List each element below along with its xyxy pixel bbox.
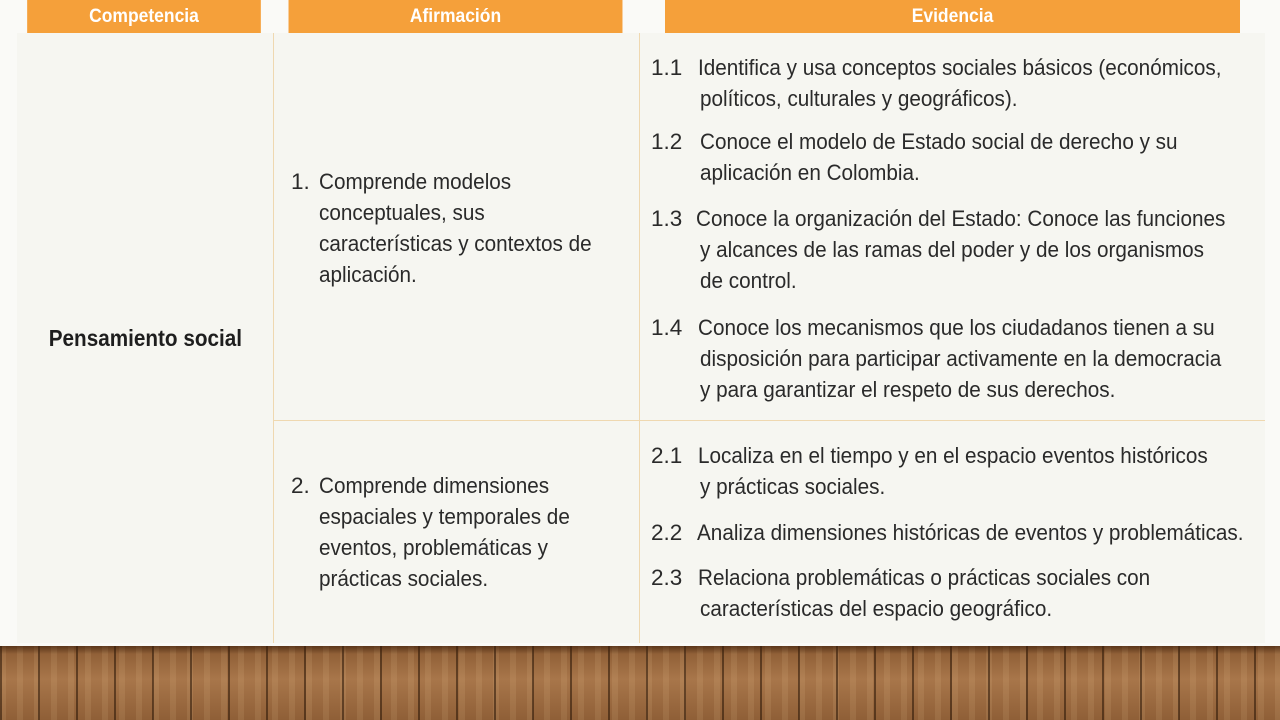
afirmacion-line: características y contextos de <box>319 231 592 256</box>
evidencia-1-2 <box>634 126 1230 188</box>
evidencia-1-1 <box>634 52 1230 114</box>
afirmacion-line: espaciales y temporales de <box>319 504 570 529</box>
evidencia-line: y alcances de las ramas del poder y de los organismos <box>700 237 1204 262</box>
evidencia-line: Conoce el modelo de Estado social de derecho y su <box>700 129 1178 154</box>
evidencia-number: 1.2 <box>651 129 683 154</box>
afirmacion-line: conceptuales, sus <box>319 200 485 225</box>
afirmacion-line: eventos, problemáticas y <box>319 535 548 560</box>
header-afirmacion: Afirmación <box>289 0 623 33</box>
evidencia-number: 2.1 <box>651 443 683 468</box>
row-divider <box>274 420 1265 421</box>
evidencia-line: Conoce la organización del Estado: Conoce las funciones <box>696 206 1226 231</box>
table-header <box>17 0 1265 33</box>
afirmacion-line: Comprende modelos <box>319 169 512 194</box>
evidencia-number: 2.3 <box>651 565 683 590</box>
evidencia-2-3 <box>634 562 1230 624</box>
evidencia-number: 1.4 <box>651 315 683 340</box>
evidencia-number: 2.2 <box>651 520 683 545</box>
evidencia-line: y para garantizar el respeto de sus derechos. <box>700 377 1116 402</box>
evidencia-1-3 <box>634 203 1230 296</box>
wood-floor-decoration <box>0 646 1280 720</box>
evidencia-line: Analiza dimensiones históricas de eventos y problemáticas. <box>697 520 1244 545</box>
evidencia-line: Identifica y usa conceptos sociales básicos (económicos, <box>698 55 1222 80</box>
evidencia-line: Relaciona problemáticas o prácticas sociales con <box>698 565 1151 590</box>
competencia-cell: Pensamiento social <box>48 324 242 351</box>
evidencia-number: 1.3 <box>651 206 683 231</box>
evidencia-2-1 <box>634 440 1230 502</box>
evidencia-2-2 <box>634 517 1244 548</box>
evidencia-line: y prácticas sociales. <box>700 474 886 499</box>
floor-shadow <box>0 646 1280 654</box>
evidencia-line: Localiza en el tiempo y en el espacio eventos históricos <box>698 443 1208 468</box>
header-evidencia: Evidencia <box>665 0 1240 33</box>
evidencia-line: aplicación en Colombia. <box>700 160 920 185</box>
evidencia-1-4 <box>634 312 1230 405</box>
evidencia-number: 1.1 <box>651 55 683 80</box>
afirmacion-number: 2. <box>291 473 310 498</box>
afirmacion-line: Comprende dimensiones <box>319 473 550 498</box>
evidencia-line: características del espacio geográfico. <box>700 596 1053 621</box>
afirmacion-number: 1. <box>291 169 310 194</box>
afirmacion-line: prácticas sociales. <box>319 566 489 591</box>
afirmacion-2 <box>274 470 614 594</box>
header-competencia: Competencia <box>27 0 261 33</box>
evidencia-line: Conoce los mecanismos que los ciudadanos tienen a su <box>698 315 1215 340</box>
evidencia-line: políticos, culturales y geográficos). <box>700 86 1018 111</box>
evidencia-line: disposición para participar activamente en la democracia <box>700 346 1222 371</box>
evidencia-line: de control. <box>700 268 797 293</box>
afirmacion-line: aplicación. <box>319 262 417 287</box>
afirmacion-1 <box>274 166 614 290</box>
